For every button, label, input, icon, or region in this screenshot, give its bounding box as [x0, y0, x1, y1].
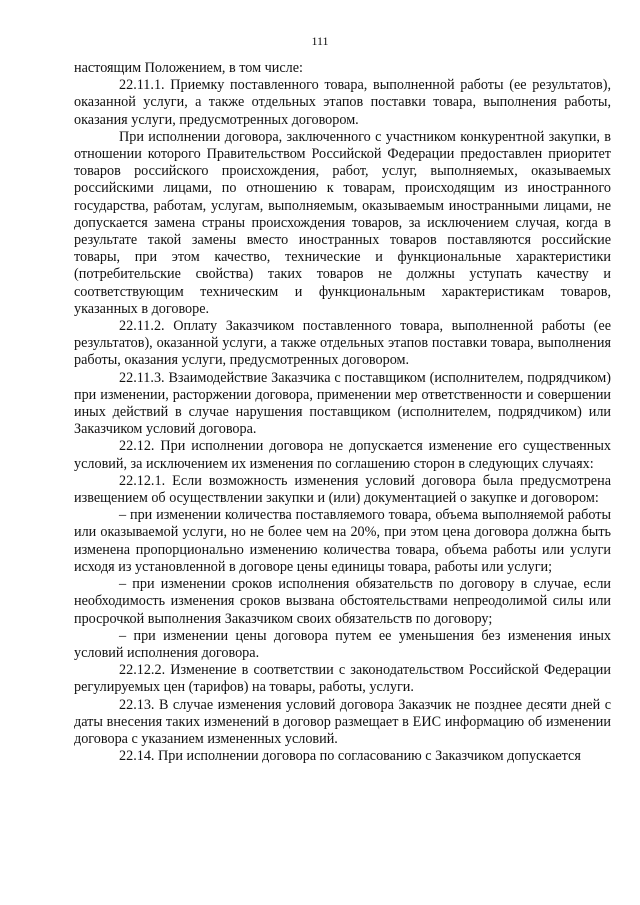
paragraph-country-of-origin: При исполнении договора, заключенного с участником конкурентной закупки, в отношении которого Правительством Российской Федерации предоставлен приоритет товаров российского происхождения, работ, услуг, выполняемых, оказываемых российскими лицами, по отношению к товарам, происходящим из иностранного государства, работам, услугам, выполняемым, оказываемым иностранными лицами, не допускается замена страны происхождения товаров, за исключением случая, когда в результате такой замены вместо иностранных товаров поставляются российские товары, при этом качество, технические и функциональные характеристики (потребительские свойства) таких товаров не должны уступать качеству и соответствующим техническим и функциональным характеристикам товаров, указанных в договоре. [74, 128, 611, 317]
clause-22-14: 22.14. При исполнении договора по согласованию с Заказчиком допускается [119, 748, 581, 765]
clause-22-11-2: 22.11.2. Оплату Заказчиком поставленного товара, выполненной работы (ее результатов), оказанной услуги, а также отдельных этапов поставки товара, выполнения работы, оказания услуги, предусмотренных договором. [74, 318, 611, 369]
document-body [74, 60, 611, 765]
clause-22-12-2: 22.12.2. Изменение в соответствии с законодательством Российской Федерации регулируемых цен (тарифов) на товары, работы, услуги. [74, 662, 611, 696]
list-item-quantity-change: – при изменении количества поставляемого товара, объема выполняемой работы или оказываемой услуги, но не более чем на 20%, при этом цена договора должна быть изменена пропорционально изменению количества товара, объема работы или услуги исходя из установленной в договоре цены единицы товара, работы или услуги; [74, 507, 611, 575]
clause-22-12-1: 22.12.1. Если возможность изменения условий договора была предусмотрена извещением об осуществлении закупки и (или) документацией о закупке и договором: [74, 472, 611, 507]
paragraph-continuation: настоящим Положением, в том числе: [74, 60, 303, 76]
list-item-price-reduction: – при изменении цены договора путем ее уменьшения без изменения иных условий исполнения договора. [74, 627, 611, 661]
page-number: 111 [311, 34, 329, 48]
list-item-deadline-change: – при изменении сроков исполнения обязательств по договору в случае, если необходимость изменения сроков вызвана обстоятельствами непреодолимой силы или просрочкой выполнения Заказчиком своих обязательств по договору; [74, 576, 611, 627]
clause-22-13: 22.13. В случае изменения условий договора Заказчик не позднее десяти дней с даты внесения таких изменений в договор размещает в ЕИС информацию об изменении договора с указанием измененных условий. [74, 696, 611, 747]
clause-22-11-3: 22.11.3. Взаимодействие Заказчика с поставщиком (исполнителем, подрядчиком) при изменении, расторжении договора, применении мер ответственности и совершении иных действий в случае нарушения поставщиком (исполнителем, подрядчиком) или Заказчиком условий договора. [74, 369, 611, 438]
clause-22-12: 22.12. При исполнении договора не допускается изменение его существенных условий, за исключением их изменения по соглашению сторон в следующих случаях: [74, 438, 611, 472]
clause-22-11-1: 22.11.1. Приемку поставленного товара, выполненной работы (ее результатов), оказанной услуги, а также отдельных этапов поставки товара, выполнения работы, оказания услуги, предусмотренных договором. [74, 77, 611, 128]
